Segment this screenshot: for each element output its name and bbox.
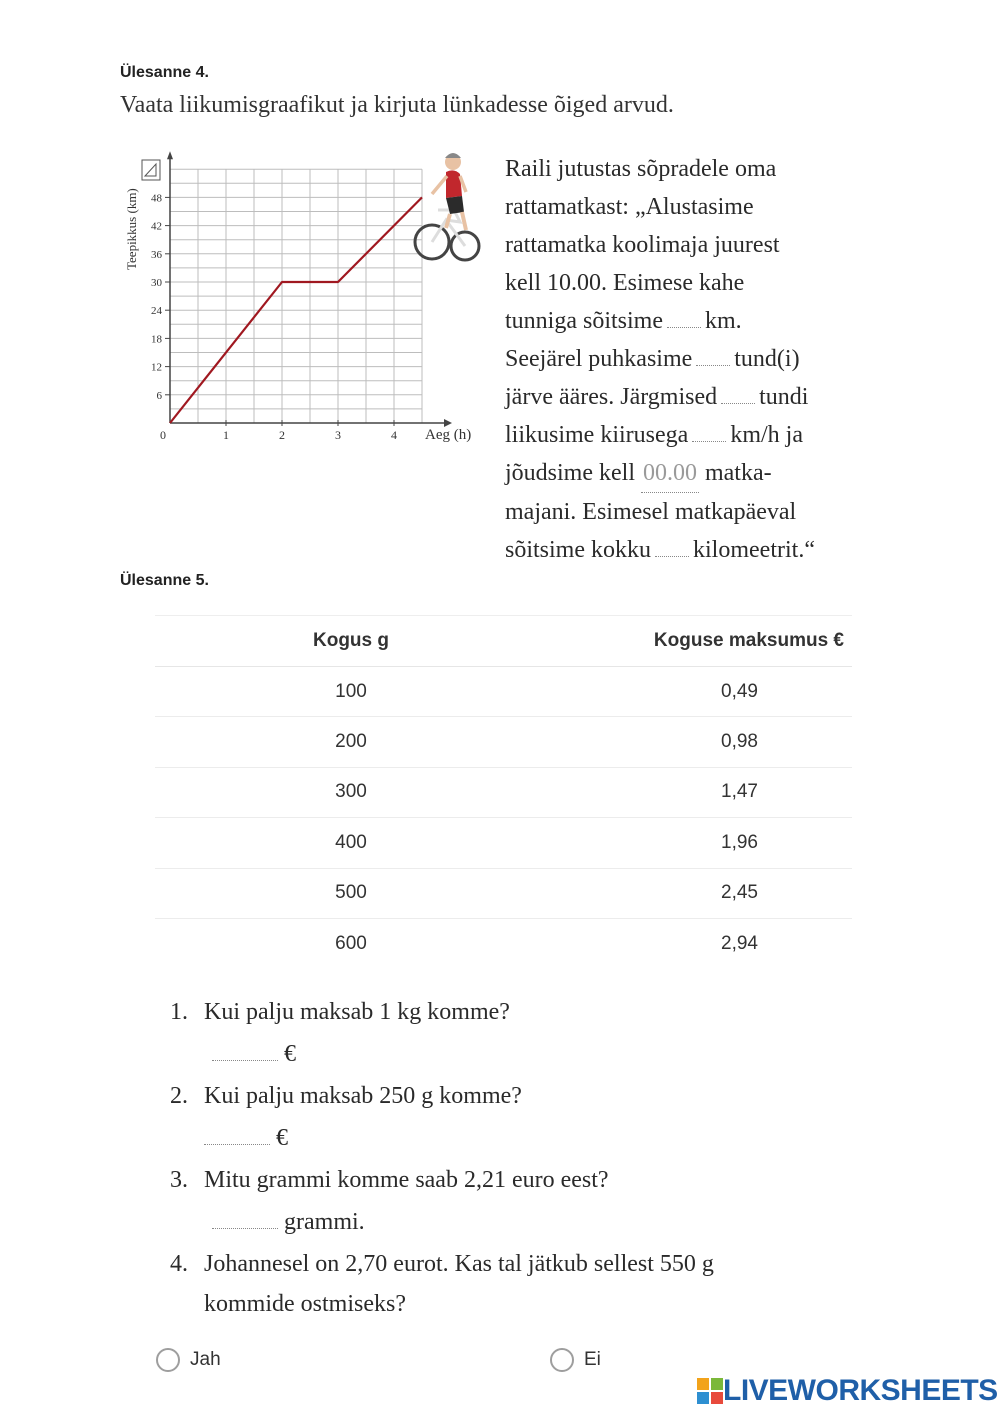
story-text-segment: kilomeetrit.“ [693, 537, 815, 563]
quantity-cell: 100 [155, 667, 547, 717]
option-no-radio[interactable] [550, 1348, 601, 1372]
x-tick-label: 4 [391, 428, 397, 442]
question-number: 4. [170, 1251, 188, 1277]
question-4 [170, 1244, 890, 1324]
story-text-segment: tunniga sõitsime [505, 308, 663, 334]
task4-instruction: Vaata liikumisgraafikut ja kirjuta lünkadesse õiged arvud. [120, 92, 674, 118]
price-cell: 1,96 [547, 818, 852, 868]
story-line [505, 302, 880, 340]
x-tick-label: 0 [160, 428, 166, 442]
question-text: Johannesel on 2,70 eurot. Kas tal jätkub sellest 550 g [204, 1251, 714, 1277]
story-line [505, 340, 880, 378]
story-text-segment: sõitsime kokku [505, 537, 652, 563]
y-tick-label: 24 [151, 305, 162, 318]
quantity-cell: 400 [155, 818, 547, 868]
x-tick-label: 1 [223, 428, 229, 442]
answer-row [204, 1200, 890, 1244]
quantity-cell: 500 [155, 868, 547, 918]
price-cell: 2,94 [721, 932, 758, 954]
story-line: rattamatkast: „Alustasime [505, 194, 754, 220]
y-tick-label: 42 [151, 220, 162, 233]
option-yes-label: Jah [190, 1349, 221, 1370]
radio-circle-icon [550, 1348, 574, 1372]
story-line [505, 531, 880, 569]
next-hours-blank[interactable] [721, 378, 755, 404]
total-km-blank[interactable] [655, 531, 689, 557]
brand-name: LIVEWORKSHEETS [723, 1374, 998, 1407]
quantity-cell: 300 [155, 767, 547, 817]
story-text-segment: jõudsime kell [505, 460, 635, 486]
option-no-label: Ei [584, 1349, 601, 1370]
table-row [155, 918, 852, 968]
y-axis-label: Teepikkus (km) [124, 188, 139, 270]
story-line [505, 378, 880, 416]
story-line: majani. Esimesel matkapäeval [505, 499, 797, 525]
y-tick-label: 36 [151, 248, 162, 261]
x-axis-label: Aeg (h) [425, 427, 472, 443]
story-line [505, 416, 880, 454]
question-number: 1. [170, 999, 188, 1025]
price-cell: 0,98 [547, 717, 852, 767]
speed-blank[interactable] [692, 416, 726, 442]
question-2 [170, 1076, 890, 1160]
brand-logo-icon [697, 1378, 723, 1404]
story-text [505, 150, 880, 569]
quantity-cell: 200 [155, 717, 547, 767]
y-tick-label: 18 [151, 333, 162, 346]
price-table [155, 615, 852, 969]
rest-hours-blank[interactable] [696, 340, 730, 366]
chart-grid [170, 169, 422, 423]
table-row [155, 818, 852, 868]
answer-row [204, 1032, 890, 1076]
column-header-price: Koguse maksumus € [547, 616, 852, 667]
task5-heading: Ülesanne 5. [120, 572, 209, 589]
story-text-segment: matka- [704, 460, 772, 486]
x-tick-label: 3 [335, 428, 341, 442]
question-text: Kui palju maksab 250 g komme? [204, 1083, 522, 1109]
story-line: rattamatka koolimaja juurest [505, 232, 780, 258]
story-line [505, 454, 880, 493]
radio-circle-icon [156, 1348, 180, 1372]
option-yes-radio[interactable] [156, 1348, 221, 1372]
story-text-segment: km/h ja [730, 422, 803, 448]
answer-unit: € [284, 1041, 296, 1067]
answer-row [204, 1116, 890, 1160]
answer-unit: € [276, 1125, 288, 1151]
answer-unit: grammi. [284, 1209, 365, 1235]
cyclist-illustration [410, 150, 482, 268]
story-line: kell 10.00. Esimese kahe [505, 270, 745, 296]
story-text-segment: tund(i) [734, 346, 800, 372]
story-text-segment: järve ääres. Järgmised [505, 384, 718, 410]
story-text-segment: tundi [759, 384, 809, 410]
story-text-segment: Seejärel puhkasime [505, 346, 693, 372]
question-3 [170, 1160, 890, 1244]
table-header-row [155, 616, 852, 667]
y-tick-label: 48 [151, 192, 162, 205]
task4-heading: Ülesanne 4. [120, 64, 209, 81]
answer-2-input[interactable] [204, 1121, 270, 1145]
price-cell: 1,47 [547, 767, 852, 817]
answer-3-input[interactable] [212, 1205, 278, 1229]
question-text-continued: kommide ostmiseks? [204, 1291, 406, 1317]
story-line: Raili jutustas sõpradele oma [505, 156, 777, 182]
table-row [155, 868, 852, 918]
x-axis-arrow [444, 419, 452, 427]
y-axis-arrow [167, 151, 173, 159]
arrival-time-input[interactable]: 00.00 [641, 454, 699, 493]
story-text-segment: liikusime kiirusega [505, 422, 689, 448]
table-row [155, 667, 852, 717]
answer-1-input[interactable] [212, 1037, 278, 1061]
story-text-segment: km. [705, 308, 742, 334]
table-row [155, 717, 852, 767]
column-header-quantity: Kogus g [155, 616, 547, 667]
liveworksheets-logo [697, 1374, 998, 1408]
table-row [155, 767, 852, 817]
question-number: 2. [170, 1083, 188, 1109]
y-tick-label: 30 [151, 277, 162, 289]
question-number: 3. [170, 1167, 188, 1193]
y-tick-label: 6 [156, 389, 162, 402]
y-tick-label: 12 [151, 361, 162, 374]
question-text: Kui palju maksab 1 kg komme? [204, 999, 510, 1025]
price-cell: 0,49 [547, 667, 852, 717]
ruler-icon [142, 160, 160, 180]
question-list [170, 992, 890, 1324]
question-text: Mitu grammi komme saab 2,21 euro eest? [204, 1167, 609, 1193]
chart-ticks [151, 192, 397, 442]
price-cell: 2,45 [547, 868, 852, 918]
question-1 [170, 992, 890, 1076]
quantity-cell: 600 [335, 932, 367, 954]
distance-first-blank[interactable] [667, 302, 701, 328]
x-tick-label: 2 [279, 428, 285, 442]
